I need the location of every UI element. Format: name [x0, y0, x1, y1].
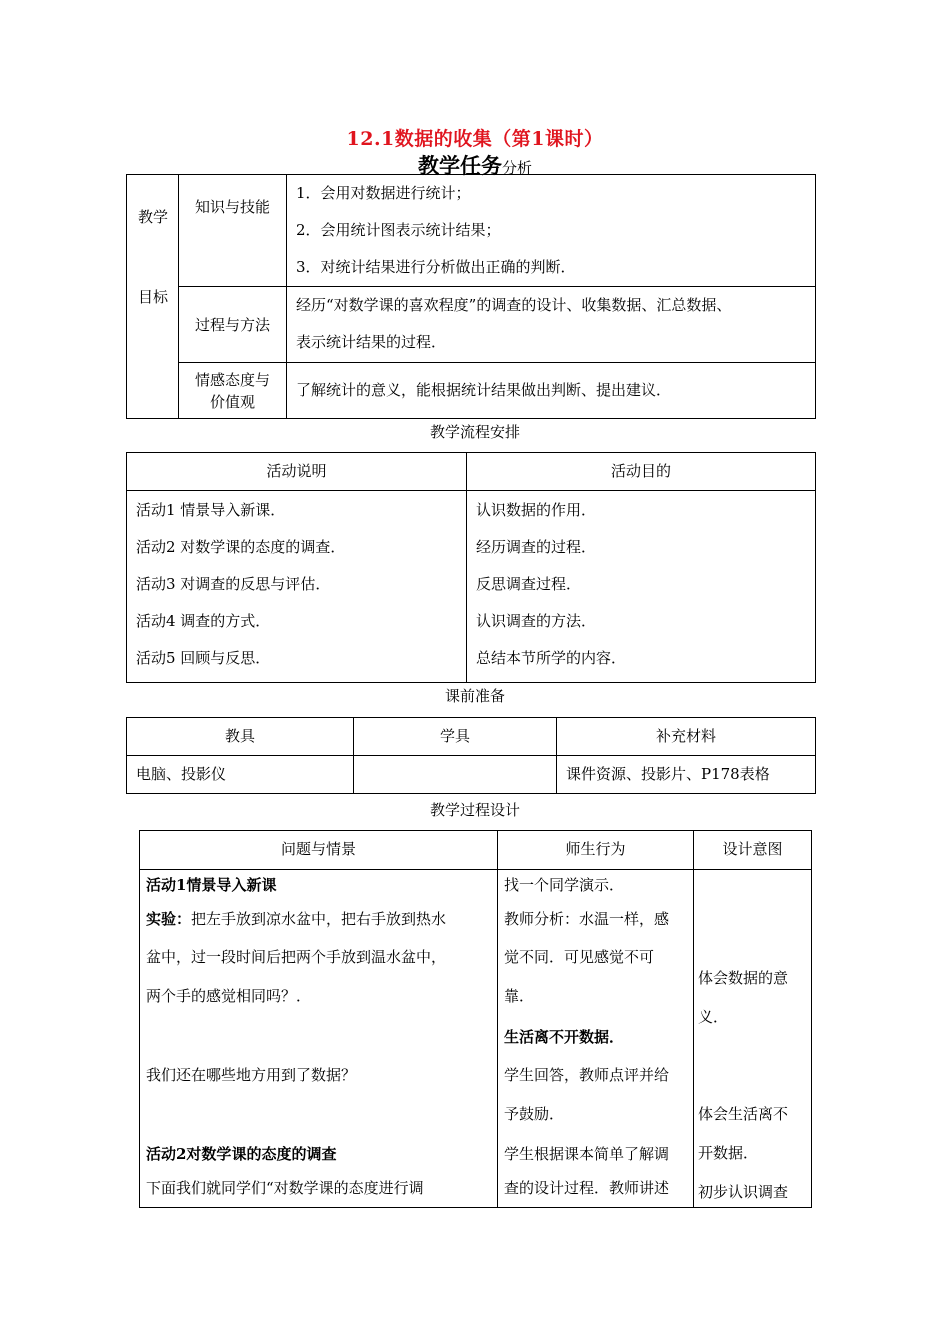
prep-caption: 课前准备: [444, 687, 505, 705]
objective-line: 经历“对数学课的喜欢程度”的调查的设计、收集数据、汇总数据、: [296, 296, 732, 314]
objectives-side-bottom: 目标: [137, 288, 168, 306]
objective-content-attitude: [287, 363, 816, 419]
objectives-table: [126, 174, 816, 419]
objective-label-line: 价值观: [209, 392, 255, 411]
flow-purpose: 经历调查的过程．: [476, 538, 597, 556]
activity-heading: 活动1情景导入新课: [146, 876, 277, 894]
objective-line: 了解统计的意义，能根据统计结果做出判断、提出建议．: [296, 381, 672, 399]
action-line: 学生根据课本简单了解调: [504, 1145, 670, 1163]
objective-content-knowledge: [287, 175, 816, 287]
section-heading-tail: 分析: [501, 159, 532, 177]
process-scenario-cell: [140, 870, 498, 1208]
section-heading-main: 教学任务: [417, 153, 502, 178]
process-intent-cell: [694, 870, 812, 1208]
flow-caption: 教学流程安排: [429, 423, 520, 441]
action-line: 教师分析：水温一样，感: [504, 910, 670, 928]
intent-line: 初步认识调查: [698, 1183, 789, 1201]
action-line: 予鼓励．: [504, 1105, 565, 1123]
activity-heading: 活动2对数学课的态度的调查: [146, 1145, 337, 1163]
scenario-line: 盆中，过一段时间后把两个手放到温水盆中，: [146, 948, 447, 966]
action-line: 找一个同学演示．: [504, 876, 625, 894]
prep-materials: 课件资源、投影片、P178表格: [557, 756, 816, 794]
action-highlight: 生活离不开数据．: [504, 1028, 625, 1046]
action-line: 靠．: [504, 987, 535, 1005]
scenario-line: 我们还在哪些地方用到了数据？: [146, 1066, 357, 1084]
process-table: [139, 830, 812, 1208]
flow-header-purpose: 活动目的: [467, 453, 816, 491]
flow-purpose: 总结本节所学的内容．: [476, 649, 627, 667]
action-line: 学生回答，教师点评并给: [504, 1066, 670, 1084]
flow-header-activity: 活动说明: [127, 453, 467, 491]
objective-line: 1．会用对数据进行统计；: [296, 184, 471, 202]
flow-purpose: 认识数据的作用．: [476, 501, 597, 519]
intent-line: 开数据．: [698, 1144, 759, 1162]
process-header-scenario: 问题与情景: [140, 831, 498, 870]
objective-label-line: 情感态度与: [194, 370, 270, 389]
flow-activity: 活动5 回顾与反思．: [136, 649, 271, 667]
intent-line: 体会数据的意: [698, 969, 789, 987]
objective-line: 3．对统计结果进行分析做出正确的判断．: [296, 258, 576, 276]
flow-activity: 活动1 情景导入新课．: [136, 501, 286, 519]
objective-label-process: 过程与方法: [179, 287, 287, 363]
scenario-line: 下面我们就同学们“对数学课的态度进行调: [146, 1179, 424, 1197]
action-line: 查的设计过程．教师讲述: [504, 1179, 670, 1197]
objective-line: 表示统计结果的过程．: [296, 333, 447, 351]
objective-label-knowledge: 知识与技能: [179, 175, 287, 287]
objective-line: 2．会用统计图表示统计结果；: [296, 221, 501, 239]
objectives-side-label: [127, 175, 179, 419]
flow-purposes: [467, 491, 816, 683]
prep-teacher-tools: 电脑、投影仪: [127, 756, 354, 794]
flow-activity: 活动3 对调查的反思与评估．: [136, 575, 331, 593]
flow-purpose: 反思调查过程．: [476, 575, 582, 593]
objective-label-attitude: [179, 363, 287, 419]
prep-table: [126, 717, 816, 794]
intent-line: 义．: [698, 1008, 729, 1026]
flow-table: [126, 452, 816, 683]
flow-activities: [127, 491, 467, 683]
flow-activity: 活动2 对数学课的态度的调查．: [136, 538, 346, 556]
prep-header-student-tools: 学具: [354, 718, 557, 756]
prep-header-materials: 补充材料: [557, 718, 816, 756]
prep-student-tools: [354, 756, 557, 794]
process-header-intent: 设计意图: [694, 831, 812, 870]
scenario-line: 两个手的感觉相同吗？．: [146, 987, 312, 1005]
flow-activity: 活动4 调查的方式．: [136, 612, 271, 630]
prep-header-teacher-tools: 教具: [127, 718, 354, 756]
process-caption: 教学过程设计: [429, 801, 520, 819]
scenario-line: 实验：把左手放到凉水盆中，把右手放到热水: [146, 910, 447, 928]
action-line: 觉不同．可见感觉不可: [504, 948, 655, 966]
process-actions-cell: [498, 870, 694, 1208]
flow-purpose: 认识调查的方法．: [476, 612, 597, 630]
document-title: 12.1数据的收集（第1课时）: [346, 128, 604, 150]
objective-content-process: [287, 287, 816, 363]
process-header-actions: 师生行为: [498, 831, 694, 870]
objectives-side-top: 教学: [137, 208, 168, 226]
intent-line: 体会生活离不: [698, 1105, 789, 1123]
scenario-text: 把左手放到凉水盆中，把右手放到热水: [191, 910, 447, 928]
